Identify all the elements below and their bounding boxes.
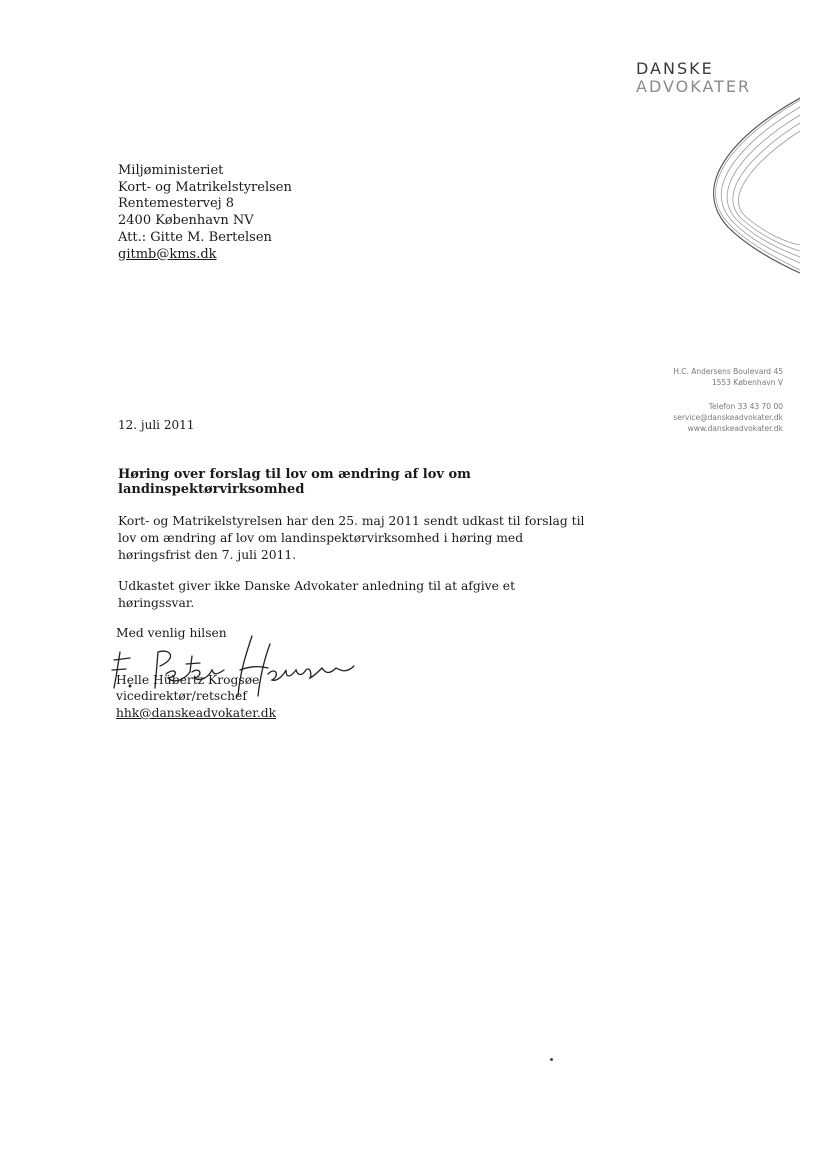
recipient-line: Att.: Gitte M. Bertelsen xyxy=(118,229,272,245)
recipient-email-link[interactable]: gitmb@kms.dk xyxy=(118,246,217,262)
danske-advokater-logo xyxy=(636,60,786,96)
logo-line-2: ADVOKATER xyxy=(636,77,752,96)
logo-swoosh-icon xyxy=(700,95,800,275)
signer-email-link[interactable]: hhk@danskeadvokater.dk xyxy=(116,706,277,720)
signer-title: vicedirektør/retschef xyxy=(116,689,247,703)
letter-body xyxy=(118,513,588,626)
recipient-line: Rentemestervej 8 xyxy=(118,196,235,212)
recipient-address xyxy=(118,163,292,263)
sender-email-link[interactable]: service@danskeadvokater.dk xyxy=(673,413,783,422)
scan-speck xyxy=(550,1058,553,1061)
recipient-line: 2400 København NV xyxy=(118,213,254,229)
letter-subject: Høring over forslag til lov om ændring af lov om landinspektørvirksomhed xyxy=(118,467,471,497)
body-paragraph: Udkastet giver ikke Danske Advokater anledning til at afgive et høringssvar. xyxy=(118,579,516,610)
sender-contact-block xyxy=(673,366,783,434)
letter-date: 12. juli 2011 xyxy=(118,418,195,432)
sender-address-line: H.C. Andersens Boulevard 45 xyxy=(673,367,783,376)
closing-greeting: Med venlig hilsen xyxy=(116,626,227,640)
signer-name: Helle Hübertz Krogsøe xyxy=(116,673,260,687)
sender-address-line: 1553 København V xyxy=(711,378,783,387)
sender-web-link[interactable]: www.danskeadvokater.dk xyxy=(687,424,783,433)
recipient-line: Miljøministeriet xyxy=(118,163,224,178)
body-paragraph: Kort- og Matrikelstyrelsen har den 25. maj 2011 sendt udkast til forslag til lov om ændring af lov om landinspektørvirksomhed i høring med høringsfrist den 7. juli 2011. xyxy=(118,514,585,562)
recipient-line: Kort- og Matrikelstyrelsen xyxy=(118,179,292,195)
sender-phone: Telefon 33 43 70 00 xyxy=(708,402,783,411)
logo-line-1: DANSKE xyxy=(636,59,714,78)
